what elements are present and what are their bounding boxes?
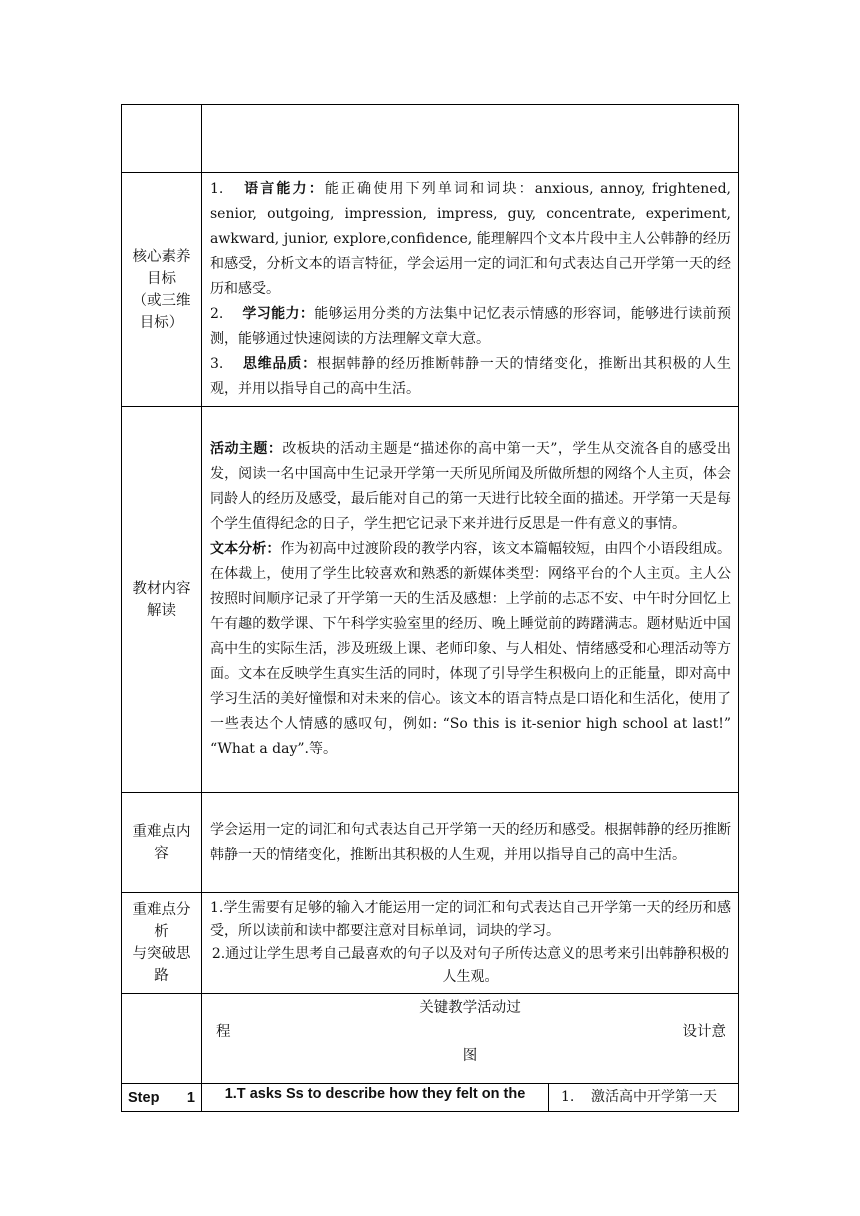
table-row-key-points <box>122 793 739 893</box>
key-points-content: 学会运用一定的词汇和句式表达自己开学第一天的经历和感受。根据韩静的经历推断韩静一天的情绪变化，推断出其积极的人生观，并用以指导自己的高中生活。 <box>202 793 739 893</box>
header-empty-cell <box>122 994 202 1084</box>
textbook-content <box>202 407 739 793</box>
goal-item-thinking: 3. 思维品质：根据韩静的经历推断韩静一天的情绪变化，推断出其积极的人生观，并用以指导自己的高中生活。 <box>210 356 732 397</box>
textbook-label: 教材内容 解读 <box>122 407 202 793</box>
goals-content <box>202 173 739 407</box>
empty-label-cell <box>122 105 202 173</box>
key-points-label: 重难点内 容 <box>122 793 202 893</box>
step-activity-cell: 1.T asks Ss to describe how they felt on the <box>202 1084 549 1112</box>
lesson-plan-table <box>121 104 739 1112</box>
goal-item-language: 1. 语言能力：能正确使用下列单词和词块：anxious, annoy, frightened, senior, outgoing, impression, impress, guy, concentrate, experiment, awkward, junior, explore,confidence, 能理解四个文本片段中主人公韩静的经历和感受，分析文本的语言特征，学会运用一定的词汇和句式表达自己开学第一天的经历和感受。 <box>210 181 732 297</box>
table-row-step-1 <box>122 1084 739 1112</box>
goal-item-learning: 2. 学习能力：能够运用分类的方法集中记忆表示情感的形容词，能够进行读前预测，能够通过快速阅读的方法理解文章大意。 <box>210 306 732 347</box>
activity-header-cell: 关键教学活动过 程 设计意 图 <box>202 994 739 1084</box>
step-label-cell: Step 1 <box>122 1084 202 1112</box>
analysis-paragraph: 文本分析：作为初高中过渡阶段的教学内容，该文本篇幅较短，由四个小语段组成。在体裁上，使用了学生比较喜欢和熟悉的新媒体类型：网络平台的个人主页。主人公按照时间顺序记录了开学第一天的生活及感想：上学前的忐忑不安、中午时分回忆上午有趣的数学课、下午科学实验室里的经历、晚上睡觉前的踌躇满志。题材贴近中国高中生的实际生活，涉及班级上课、老师印象、与人相处、情绪感受和心理活动等方面。文本在反映学生真实生活的同时，体现了引导学生积极向上的正能量，即对高中学习生活的美好憧憬和对未来的信心。该文本的语言特点是口语化和生活化，使用了一些表达个人情感的感叹句，例如: “So this is it-senior high school at last!” “What a day”.等。 <box>210 541 732 757</box>
theme-paragraph: 活动主题：改板块的活动主题是“描述你的高中第一天”，学生从交流各自的感受出发，阅读一名中国高中生记录开学第一天所见所闻及所做所想的网络个人主页，体会同龄人的经历及感受，最后能对自己的第一天进行比较全面的描述。开学第一天是每个学生值得纪念的日子，学生把它记录下来并进行反思是一件有意义的事情。 <box>210 441 731 532</box>
table-row-empty <box>122 105 739 173</box>
table-row-activity-header <box>122 994 739 1084</box>
goals-label: 核心素养 目标 （或三维 目标） <box>122 173 202 407</box>
step-intent-cell: 1. 激活高中开学第一天 <box>549 1084 739 1112</box>
empty-content-cell <box>202 105 739 173</box>
table-row-textbook <box>122 407 739 793</box>
table-row-analysis <box>122 893 739 994</box>
analysis-content: 1.学生需要有足够的输入才能运用一定的词汇和句式表达自己开学第一天的经历和感受，所以读前和读中都要注意对目标单词，词块的学习。 2.通过让学生思考自己最喜欢的句子以及对句子所传达意义的思考来引出韩静积极的人生观。 <box>202 893 739 994</box>
table-row-goals <box>122 173 739 407</box>
analysis-label: 重难点分 析 与突破思 路 <box>122 893 202 994</box>
